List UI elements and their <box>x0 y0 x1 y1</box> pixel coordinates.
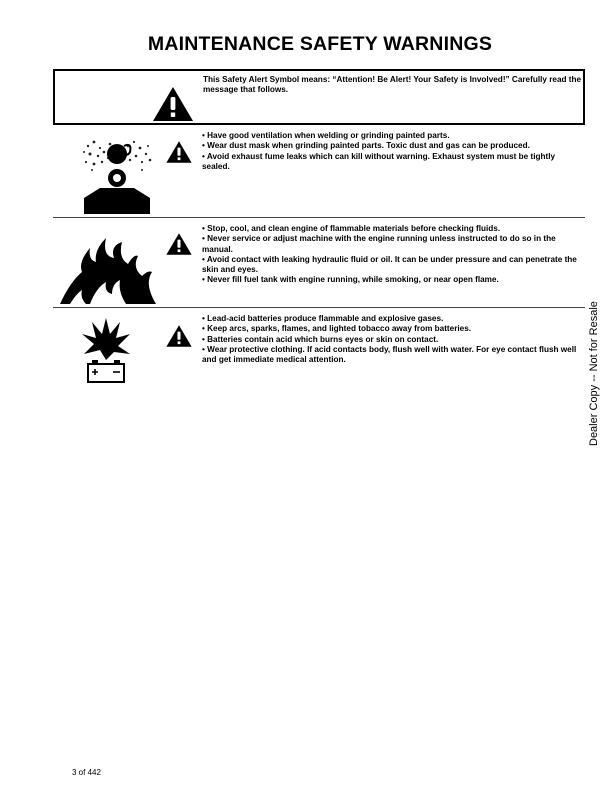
section-divider <box>53 307 585 308</box>
warning-bullet: • Avoid exhaust fume leaks which can kill without warning. Exhaust system must be tightly sealed. <box>202 151 556 171</box>
battery-warnings <box>202 314 584 365</box>
side-note-text: Dealer Copy -- Not for Resale <box>588 301 600 446</box>
fire-flames-icon <box>60 232 156 304</box>
warning-bullet: • Lead-acid batteries produce flammable and explosive gases. <box>202 314 444 323</box>
safety-alert-triangle-icon <box>151 85 195 123</box>
dealer-copy-side-note <box>586 301 602 448</box>
warning-bullet: • Wear protective clothing. If acid contacts body, flush well with water. For eye contact flush well and get immediate medical attention. <box>202 344 577 365</box>
toxic-fumes-warnings <box>202 131 584 172</box>
warning-bullet: • Wear dust mask when grinding painted parts. Toxic dust and gas can be produced. <box>202 141 530 151</box>
page-number: 3 of 442 <box>72 768 101 777</box>
safety-alert-intro-text: This Safety Alert Symbol means: “Attention! Be Alert! Your Safety is Involved!” Carefully read the message that follows. <box>203 75 582 95</box>
warning-bullet: • Never fill fuel tank with engine running, while smoking, or near open flame. <box>202 275 499 285</box>
section-divider <box>53 217 585 218</box>
flammable-fluid-warnings <box>202 224 584 286</box>
warning-bullet: • Keep arcs, sparks, flames, and lighted tobacco away from batteries. <box>202 324 472 334</box>
warning-triangle-icon <box>165 324 193 348</box>
warning-bullet: • Avoid contact with leaking hydraulic fluid or oil. It can be under pressure and can penetrate the skin and eyes. <box>202 254 577 275</box>
warning-bullet: • Batteries contain acid which burns eyes or skin on contact. <box>202 334 439 344</box>
warning-bullet: • Never service or adjust machine with the engine running unless instructed to do so in the manual. <box>202 234 556 254</box>
safety-alert-intro-box <box>53 69 585 125</box>
warning-triangle-icon <box>165 232 193 256</box>
toxic-fumes-icon <box>80 136 154 214</box>
warning-bullet: • Have good ventilation when welding or grinding painted parts. <box>202 131 450 140</box>
page-title: MAINTENANCE SAFETY WARNINGS <box>147 33 493 55</box>
battery-explosion-icon <box>80 316 132 386</box>
warning-triangle-icon <box>165 140 193 164</box>
warning-bullet: • Stop, cool, and clean engine of flammable materials before checking fluids. <box>202 224 501 233</box>
